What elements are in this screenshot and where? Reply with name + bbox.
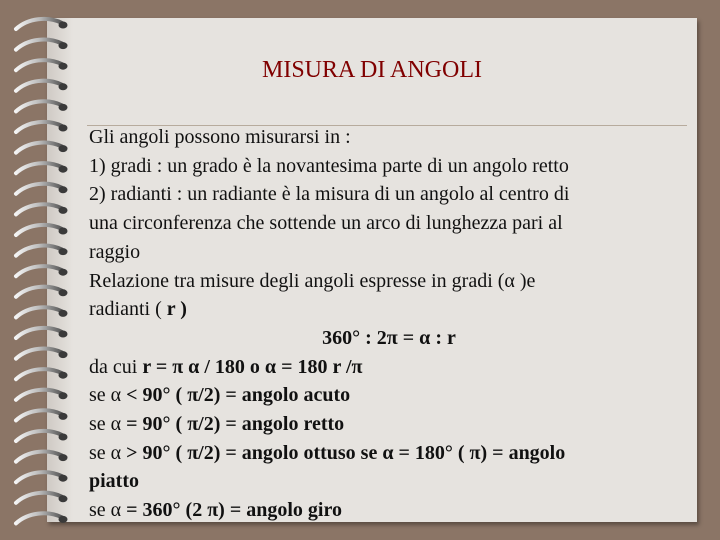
body-line bbox=[89, 410, 689, 439]
binding-ring bbox=[16, 349, 62, 359]
slide-title: MISURA DI ANGOLI bbox=[261, 57, 482, 83]
binding-hole bbox=[59, 145, 68, 152]
binding-ring bbox=[16, 328, 62, 338]
body-text: se α bbox=[89, 441, 127, 464]
binding-hole bbox=[59, 495, 68, 502]
body-text: radianti ( bbox=[89, 298, 167, 321]
binding-hole bbox=[59, 104, 68, 111]
binding-hole bbox=[59, 351, 68, 358]
binding-ring bbox=[16, 513, 62, 523]
binding-ring bbox=[16, 307, 62, 317]
binding-hole bbox=[59, 454, 68, 461]
body-text-bold: r = π α / 180 o α = 180 r /π bbox=[142, 355, 363, 378]
binding-ring bbox=[16, 204, 62, 214]
binding-hole bbox=[59, 83, 68, 90]
binding-hole bbox=[59, 413, 68, 420]
body-text: se α bbox=[89, 499, 127, 522]
body-text: Gli angoli possono misurarsi in : bbox=[89, 126, 351, 148]
binding-hole bbox=[59, 475, 68, 482]
slide-body bbox=[89, 123, 689, 525]
body-text-bold: piatto bbox=[89, 470, 139, 493]
body-line bbox=[89, 381, 689, 410]
body-text-bold: = 360° (2 π) = angolo giro bbox=[126, 499, 342, 522]
binding-ring bbox=[16, 122, 62, 132]
binding-hole bbox=[59, 434, 68, 441]
body-text-bold: < 90° ( π/2) = angolo acuto bbox=[126, 384, 351, 407]
binding-hole bbox=[59, 186, 68, 193]
body-text: 2) radianti : un radiante è la misura di un angolo al centro di bbox=[89, 183, 570, 206]
body-text: se α bbox=[89, 384, 127, 407]
body-line bbox=[89, 353, 689, 382]
binding-ring bbox=[16, 452, 62, 462]
body-line bbox=[89, 267, 689, 296]
body-line bbox=[89, 295, 689, 324]
binding-ring bbox=[16, 472, 62, 482]
body-text: da cui bbox=[89, 355, 143, 378]
binding-hole bbox=[59, 392, 68, 399]
binding-ring bbox=[16, 493, 62, 503]
body-text: 1) gradi : un grado è la novantesima parte di un angolo retto bbox=[89, 154, 569, 177]
binding-ring bbox=[16, 266, 62, 276]
body-line bbox=[89, 238, 689, 267]
binding-ring bbox=[16, 163, 62, 173]
body-text: raggio bbox=[89, 240, 141, 263]
body-line bbox=[89, 152, 689, 181]
binding-ring bbox=[16, 287, 62, 297]
binding-hole bbox=[59, 289, 68, 296]
binding-ring bbox=[16, 390, 62, 400]
binding-ring bbox=[16, 369, 62, 379]
binding-hole bbox=[59, 310, 68, 317]
binding-hole bbox=[59, 372, 68, 379]
binding-hole bbox=[59, 42, 68, 49]
body-text-bold: > 90° ( π/2) = angolo ottuso se α = 180° ( π) = angolo bbox=[126, 441, 566, 464]
binding-hole bbox=[59, 248, 68, 255]
body-line bbox=[89, 209, 689, 238]
body-line bbox=[89, 467, 689, 496]
formula-line bbox=[89, 324, 689, 353]
binding-hole bbox=[59, 125, 68, 132]
binding-ring bbox=[16, 246, 62, 256]
binding-ring bbox=[16, 143, 62, 153]
binding-ring bbox=[16, 431, 62, 441]
binding-hole bbox=[59, 207, 68, 214]
body-text: una circonferenza che sottende un arco di lunghezza pari al bbox=[89, 212, 563, 235]
body-text-bold: r ) bbox=[166, 298, 187, 321]
binding-ring bbox=[16, 101, 62, 111]
body-text: se α bbox=[89, 413, 127, 436]
binding-hole bbox=[59, 166, 68, 173]
binding-hole bbox=[59, 22, 68, 29]
binding-hole bbox=[59, 331, 68, 338]
binding-hole bbox=[59, 269, 68, 276]
binding-ring bbox=[16, 225, 62, 235]
body-line bbox=[89, 123, 689, 152]
body-text: Relazione tra misure degli angoli espresse in gradi (α )e bbox=[89, 269, 536, 292]
body-line bbox=[89, 496, 689, 525]
formula-text: 360° : 2π = α : r bbox=[322, 326, 456, 349]
binding-ring bbox=[16, 410, 62, 420]
binding-ring bbox=[16, 19, 62, 29]
body-line bbox=[89, 439, 689, 468]
binding-hole bbox=[59, 228, 68, 235]
binding-ring bbox=[16, 184, 62, 194]
body-line bbox=[89, 180, 689, 209]
binding-ring bbox=[16, 40, 62, 50]
binding-hole bbox=[59, 516, 68, 523]
body-text-bold: = 90° ( π/2) = angolo retto bbox=[126, 413, 345, 436]
